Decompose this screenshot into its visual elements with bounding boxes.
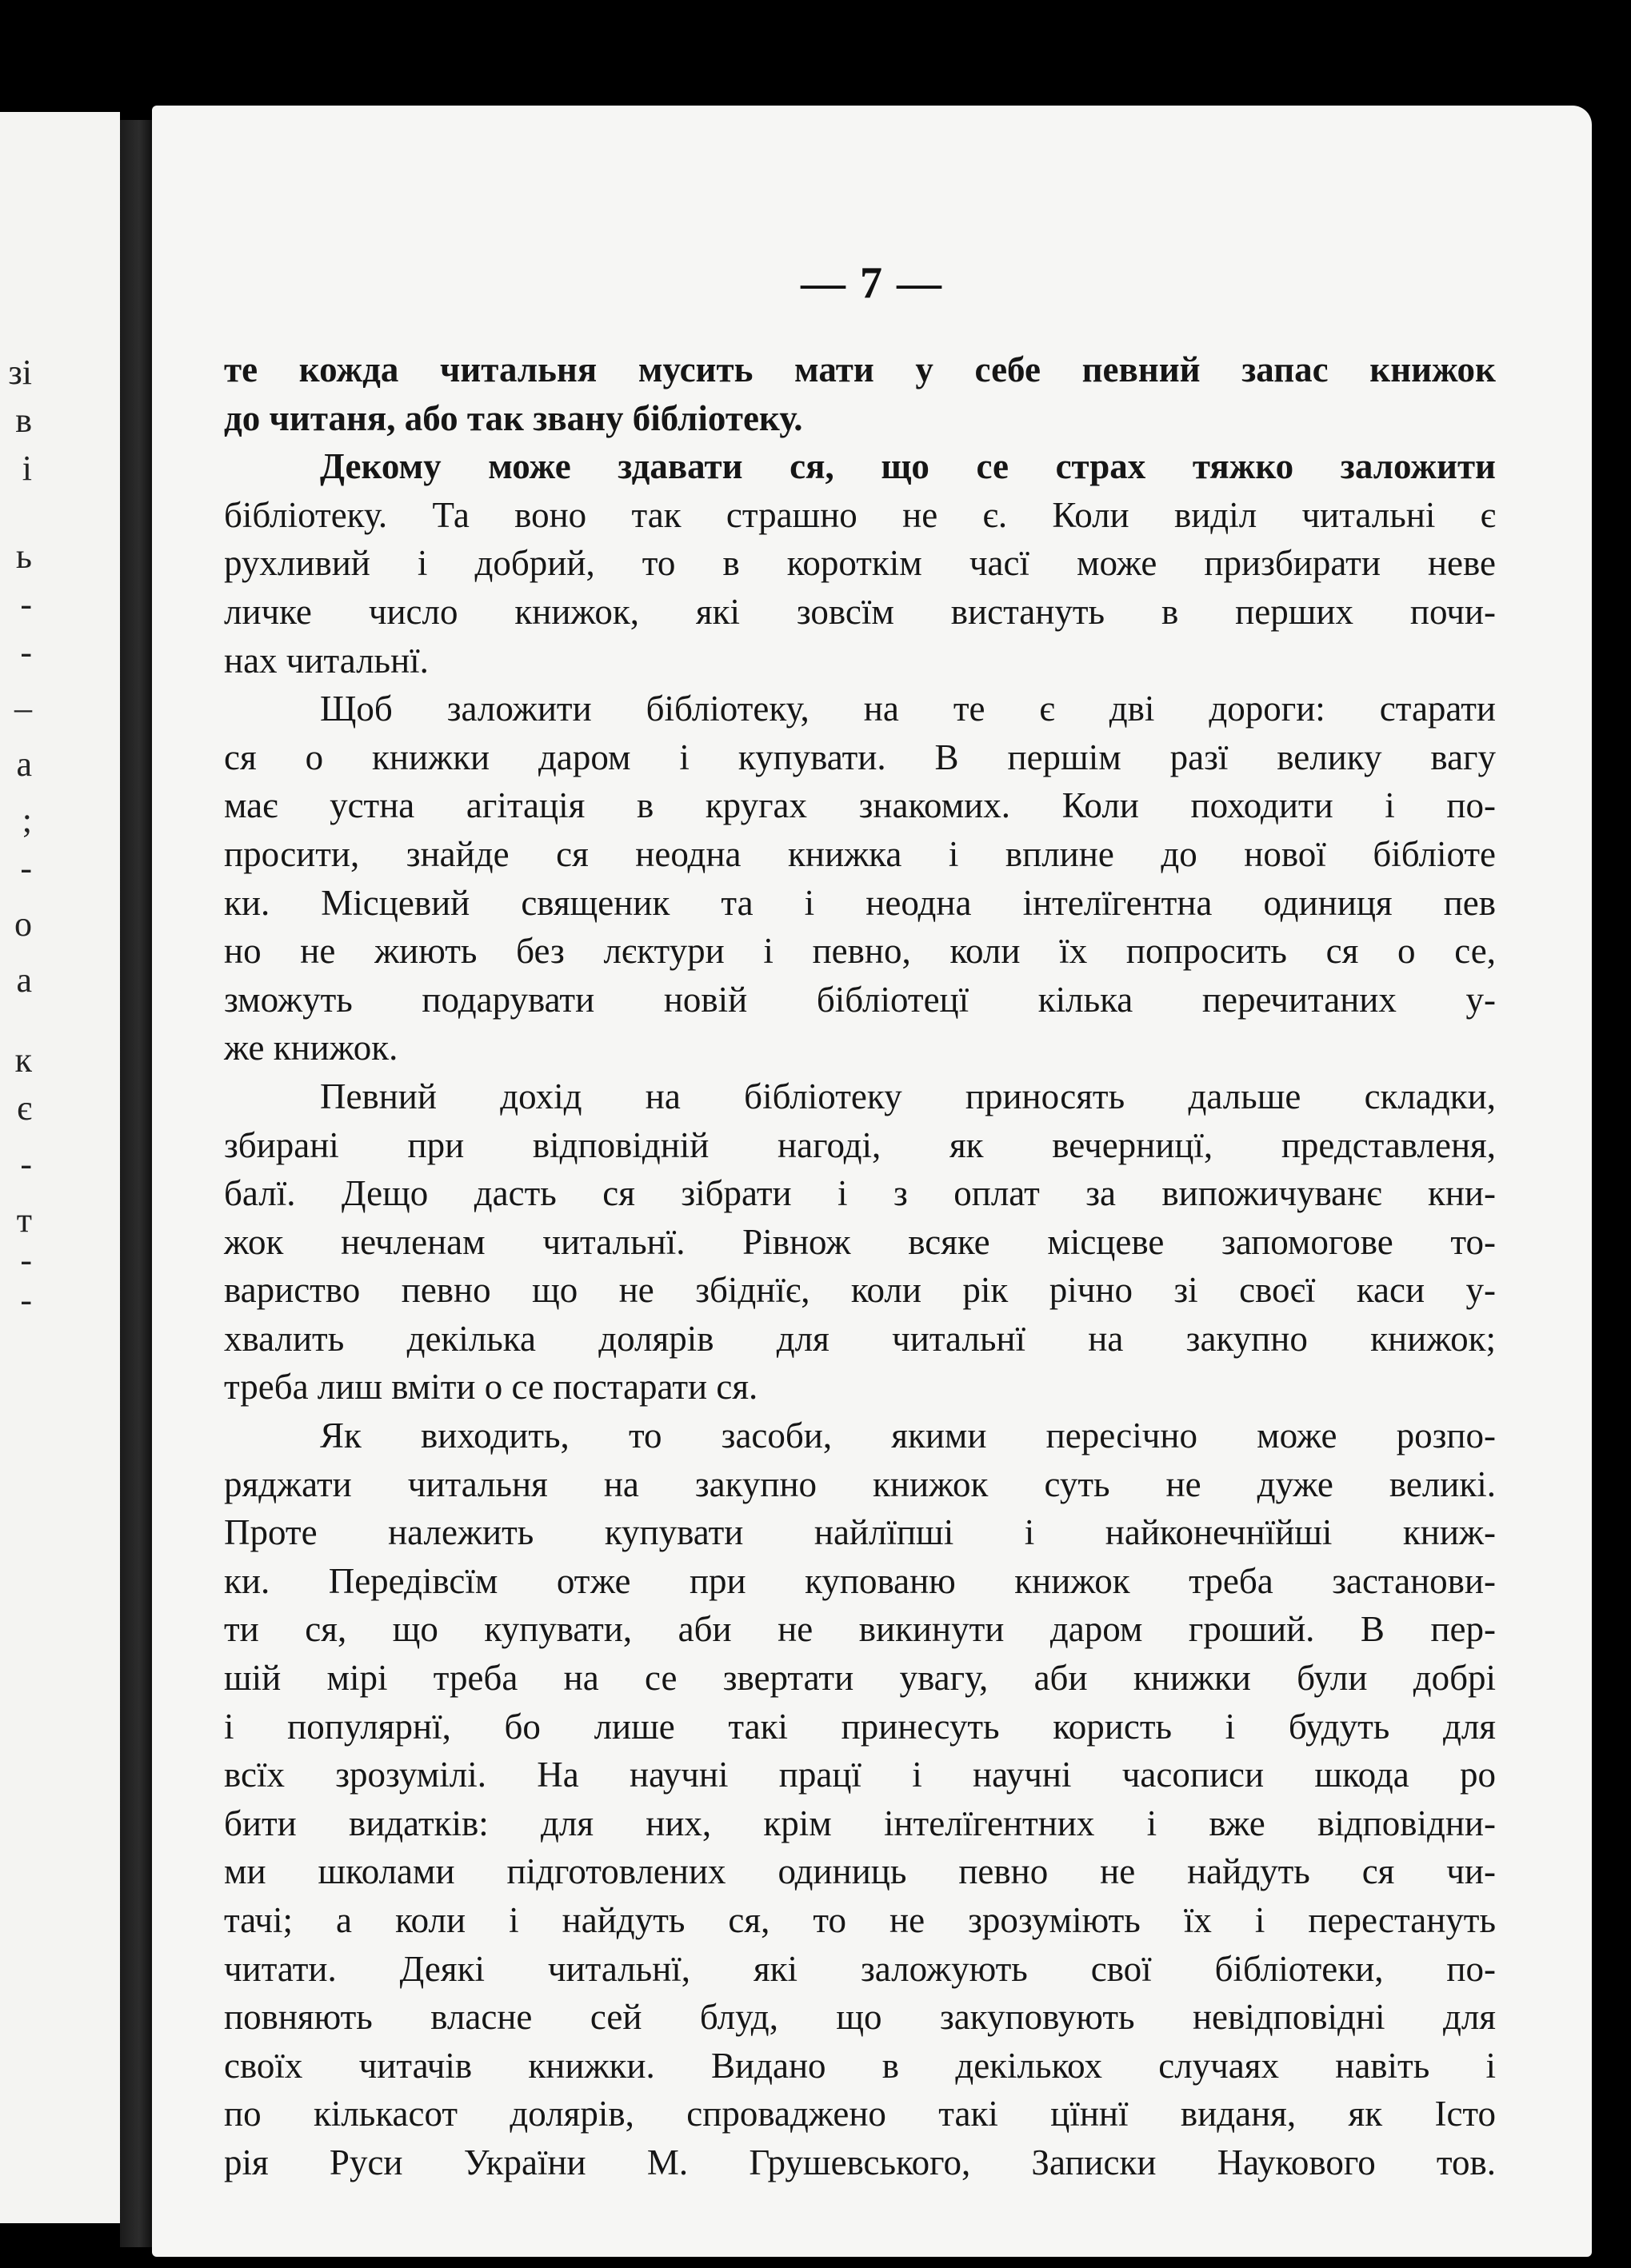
text-line: має устна агітація в кругах знакомих. Коли походити і по- — [224, 785, 1496, 826]
text-line: зможуть подарувати новій бібліотецї кілька перечитаних у- — [224, 979, 1496, 1020]
page-number: — 7 — — [801, 258, 943, 308]
text-line: но не жиють без лєктури і певно, коли їх попросить ся о се, — [224, 931, 1496, 972]
text-line: ки. Місцевий священик та і неодна інтелїгентна одиниця пев — [224, 882, 1496, 923]
text-line: Проте належить купувати найлїпші і найконечнїйші книж- — [224, 1512, 1496, 1553]
text-line: Декому може здавати ся, що се страх тяжко заложити — [320, 446, 1496, 487]
text-line: ся о книжки даром і купувати. В першім разї велику вагу — [224, 737, 1496, 777]
text-line: ки. Передівсїм отже при купованю книжок треба застанови- — [224, 1560, 1496, 1601]
text-line: просити, знайде ся неодна книжка і вплине до нової бібліоте — [224, 833, 1496, 874]
text-line: треба лиш вміти о се постарати ся. — [224, 1367, 758, 1408]
text-line: личке число книжок, які зовсїм вистануть в перших почи- — [224, 591, 1496, 632]
text-line: бити видатків: для них, крім інтелїгентних і вже відповідни- — [224, 1803, 1496, 1843]
text-line: жок нечленам читальнї. Рівнож всяке місцеве запомогове то- — [224, 1221, 1496, 1262]
text-line: Певний дохід на бібліотеку приносять дальше складки, — [320, 1076, 1496, 1116]
text-line: Як виходить, то засоби, якими пересічно може розпо- — [320, 1416, 1496, 1456]
text-line: тачі; а коли і найдуть ся, то не зрозуміють їх і перестануть — [224, 1900, 1496, 1940]
margin-fragment: і — [22, 449, 32, 488]
text-line: по кількасот долярів, спроваджено такі цїннї виданя, як Істо — [224, 2094, 1496, 2134]
text-line: бібліотеку. Та воно так страшно не є. Коли виділ читальні є — [224, 494, 1496, 535]
margin-fragment: є — [17, 1088, 32, 1128]
margin-fragment: - — [20, 633, 32, 672]
margin-fragment: зі — [8, 353, 32, 392]
text-line: читати. Деякі читальнї, які заложують свої бібліотеки, по- — [224, 1948, 1496, 1989]
margin-fragment: а — [16, 960, 32, 1000]
previous-page-edge — [0, 112, 120, 2223]
margin-fragment: т — [16, 1200, 32, 1240]
page-body-text — [224, 345, 1496, 2187]
text-line: шій мірі треба на се звертати увагу, аби книжки були добрі — [224, 1658, 1496, 1699]
book-page — [152, 106, 1592, 2257]
text-line: ряджати читальня на закупно книжок суть не дуже великі. — [224, 1463, 1496, 1504]
text-line: балї. Дещо дасть ся зібрати і з оплат за випожичуванє кни- — [224, 1173, 1496, 1214]
margin-fragment: о — [14, 904, 32, 944]
margin-fragment: в — [15, 401, 32, 440]
margin-fragment: - — [20, 1144, 32, 1184]
book-gutter — [120, 120, 152, 2247]
text-line: вариство певно що не збіднїє, коли рік річно зі своєї каси у- — [224, 1270, 1496, 1311]
margin-fragment: к — [14, 1040, 32, 1080]
text-line: нах читальнї. — [224, 640, 429, 681]
text-line: хвалить декілька долярів для читальнї на закупно книжок; — [224, 1318, 1496, 1359]
margin-fragment: а — [16, 745, 32, 784]
text-line: рія Руси України М. Грушевського, Записки Наукового тов. — [224, 2142, 1496, 2182]
text-line: повняють власне сей блуд, що закуповують невідповідні для — [224, 1997, 1496, 2038]
margin-fragment: - — [20, 1280, 32, 1320]
margin-fragment: – — [14, 689, 32, 728]
text-line: всїх зрозумілі. На научні працї і научні часописи шкода ро — [224, 1755, 1496, 1795]
margin-fragment: ь — [15, 537, 32, 576]
text-line: ми школами підготовлених одиниць певно не найдуть ся чи- — [224, 1851, 1496, 1892]
text-line: своїх читачів книжки. Видано в декількох случаях навіть і — [224, 2045, 1496, 2086]
text-line: і популярнї, бо лише такі принесуть користь і будуть для — [224, 1706, 1496, 1747]
text-line: те кожда читальня мусить мати у себе певний запас книжок — [224, 349, 1496, 389]
text-line: Щоб заложити бібліотеку, на те є дві дороги: старати — [320, 689, 1496, 729]
text-line: же книжок. — [224, 1028, 398, 1068]
text-line: до читаня, або так звану бібліотеку. — [224, 397, 803, 438]
margin-fragment: - — [20, 585, 32, 624]
text-line: збирані при відповідній нагоді, як вечерницї, представленя, — [224, 1124, 1496, 1165]
margin-fragment: - — [20, 849, 32, 888]
text-line: ти ся, що купувати, аби не викинути даром гроший. В пер- — [224, 1609, 1496, 1650]
margin-fragment: ; — [22, 801, 32, 840]
text-line: рухливий і добрий, то в короткім часї може призбирати неве — [224, 543, 1496, 584]
margin-fragment: - — [20, 1240, 32, 1280]
